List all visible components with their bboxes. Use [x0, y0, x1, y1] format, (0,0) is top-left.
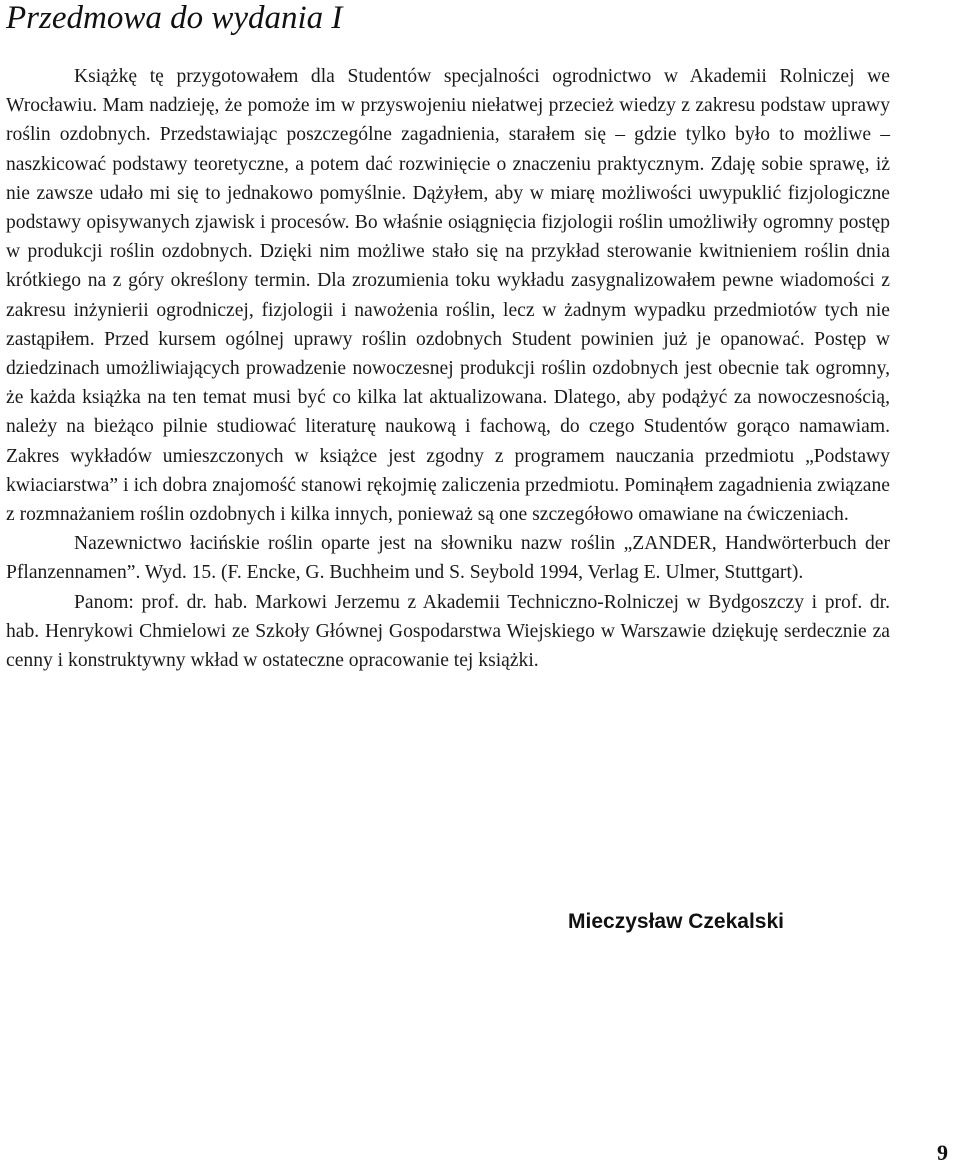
author-signature: Mieczysław Czekalski: [568, 910, 784, 933]
page-title: Przedmowa do wydania I: [6, 0, 343, 36]
page-number: 9: [937, 1140, 948, 1165]
preface-body: [6, 62, 890, 675]
paragraph-intro: Książkę tę przygotowałem dla Studentów specjalności ogrodnictwo w Akademii Rolniczej we Wrocławiu. Mam nadzieję, że pomoże im w przyswojeniu niełatwej przecież wiedzy z zakresu podstaw uprawy roślin ozdobnych. Przedstawiając poszczególne zagadnienia, starałem się – gdzie tylko było to możliwe – naszkicować podstawy teoretyczne, a potem dać rozwinięcie o znaczeniu praktycznym. Zdaję sobie sprawę, iż nie zawsze udało mi się to jednakowo pomyślnie. Dążyłem, aby w miarę możliwości uwypuklić fizjologiczne podstawy opisywanych zjawisk i procesów. Bo właśnie osiągnięcia fizjologii roślin umożliwiły ogromny postęp w produkcji roślin ozdobnych. Dzięki nim możliwe stało się na przykład sterowanie kwitnieniem roślin dnia krótkiego na z góry określony termin. Dla zrozumienia toku wykładu zasygnalizowałem pewne wiadomości z zakresu inżynierii ogrodniczej, fizjologii i nawożenia roślin, lecz w żadnym wypadku przedmiotów tych nie zastąpiłem. Przed kursem ogólnej uprawy roślin ozdobnych Student powinien już je opanować. Postęp w dziedzinach umożliwiających prowadzenie nowoczesnej produkcji roślin ozdobnych jest obecnie tak ogromny, że każda książka na ten temat musi być co kilka lat aktualizowana. Dlatego, aby podążyć za nowoczesnością, należy na bieżąco pilnie studiować literaturę naukową i fachową, do czego Studentów gorąco namawiam. Zakres wykładów umieszczonych w książce jest zgodny z programem nauczania przedmiotu „Podstawy kwiaciarstwa” i ich dobra znajomość stanowi rękojmię zaliczenia przedmiotu. Pominąłem zagadnienia związane z rozmnażaniem roślin ozdobnych i kilka innych, ponieważ są one szczegółowo omawiane na ćwiczeniach.: [6, 66, 890, 526]
paragraph-acknowledgements: Panom: prof. dr. hab. Markowi Jerzemu z Akademii Techniczno-Rolniczej w Bydgoszczy i prof. dr. hab. Henrykowi Chmielowi ze Szkoły Głównej Gospodarstwa Wiejskiego w Warszawie dziękuję serdecznie za cenny i konstruktywny wkład w ostateczne opracowanie tej książki.: [6, 591, 890, 672]
paragraph-nomenclature: Nazewnictwo łacińskie roślin oparte jest na słowniku nazw roślin „ZANDER, Handwörterbuch der Pflanzennamen”. Wyd. 15. (F. Encke, G. Buchheim und S. Seybold 1994, Verlag E. Ulmer, Stuttgart).: [6, 533, 890, 584]
